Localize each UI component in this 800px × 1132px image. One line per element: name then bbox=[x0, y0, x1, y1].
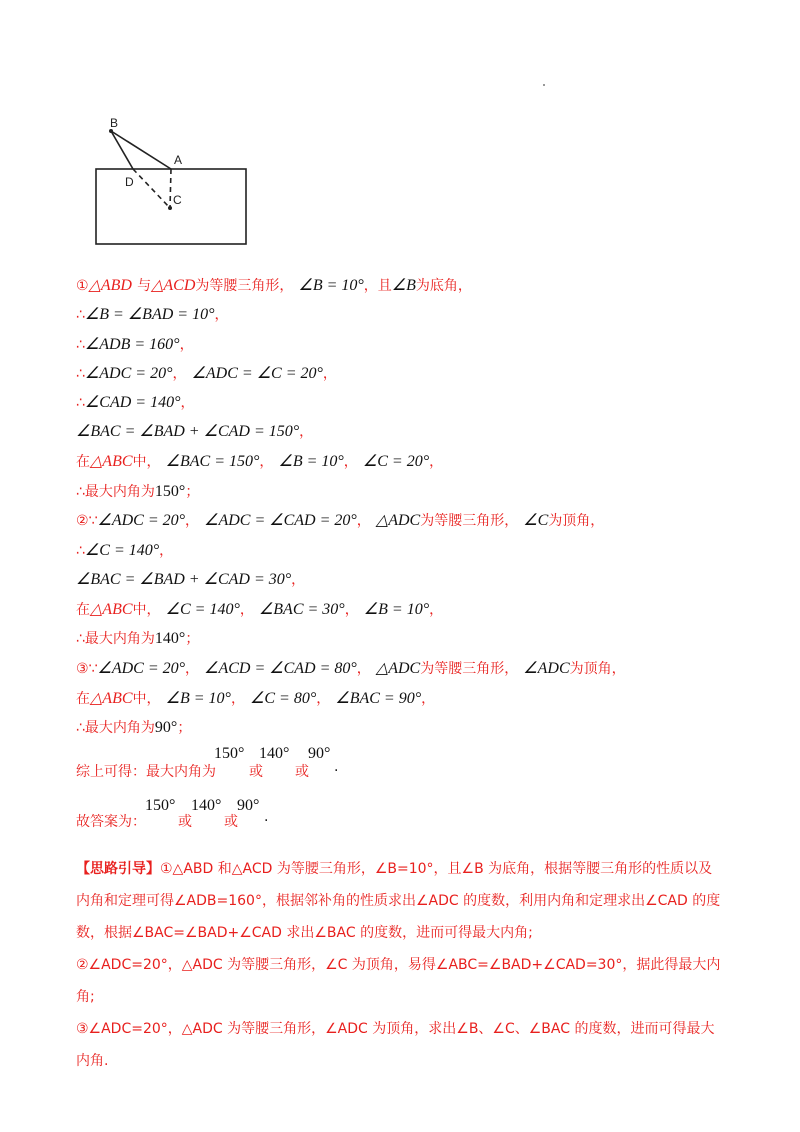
answer-value-90: 90° bbox=[237, 797, 260, 814]
summary-label: 综上可得：最大内角为 bbox=[76, 764, 216, 780]
guide-title: 【思路引导】 bbox=[76, 861, 160, 877]
label-a: A bbox=[174, 153, 183, 167]
solution-line-16: ∴最大内角为90°； bbox=[76, 719, 192, 736]
solution-line-14: ③∵∠ADC = 20°， ∠ACD = ∠CAD = 80°， △ADC为等腰三角形， ∠ADC为顶角， bbox=[76, 660, 626, 677]
answer-period: . bbox=[264, 809, 269, 825]
guide-paragraph-1: 【思路引导】①△ABD 和△ACD 为等腰三角形，∠B=10°，且∠B 为底角，根据等腰三角形的性质以及内角和定理可得∠ADB=160°，根据邻补角的性质求出∠ADC 的度数，利用内角和定理求出∠CAD 的度数，根据∠BAC=∠BAD+∠CAD 求出∠BAC 的度数，进而可得最大内角; bbox=[76, 861, 721, 941]
solution-line-4: ∴∠ADC = 20°， ∠ADC = ∠C = 20°， bbox=[76, 365, 337, 382]
solution-line-7: 在△ABC中， ∠BAC = 150°， ∠B = 10°， ∠C = 20°， bbox=[76, 453, 444, 470]
segment-bd bbox=[111, 131, 133, 169]
label-b: B bbox=[110, 116, 119, 130]
solution-line-8: ∴最大内角为150°； bbox=[76, 483, 200, 500]
page-dot bbox=[543, 84, 545, 86]
solution-line-10: ∴∠C = 140°， bbox=[76, 542, 174, 559]
label-c: C bbox=[173, 193, 182, 207]
answer-label: 故答案为： bbox=[76, 814, 146, 830]
solution-line-5: ∴∠CAD = 140°， bbox=[76, 394, 195, 411]
summary-or-2: 或 bbox=[295, 764, 309, 780]
summary-value-140: 140° bbox=[259, 745, 290, 762]
solution-line-12: 在△ABC中， ∠C = 140°， ∠BAC = 30°， ∠B = 10°， bbox=[76, 601, 444, 618]
solution-line-15: 在△ABC中， ∠B = 10°， ∠C = 80°， ∠BAC = 90°， bbox=[76, 690, 436, 707]
label-d: D bbox=[125, 175, 134, 189]
solution-line-6: ∠BAC = ∠BAD + ∠CAD = 150°， bbox=[76, 423, 314, 440]
solution-line-13: ∴最大内角为140°； bbox=[76, 630, 200, 647]
segment-dc-dashed bbox=[133, 169, 170, 208]
solution-line-11: ∠BAC = ∠BAD + ∠CAD = 30°， bbox=[76, 571, 306, 588]
summary-or-1: 或 bbox=[249, 764, 263, 780]
answer-value-150: 150° bbox=[145, 797, 176, 814]
answer-or-1: 或 bbox=[178, 814, 192, 830]
guide-paragraph-3: ③∠ADC=20°，△ADC 为等腰三角形，∠ADC 为顶角，求出∠B、∠C、∠BAC 的度数，进而可得最大内角. bbox=[76, 1021, 715, 1069]
answer-or-2: 或 bbox=[224, 814, 238, 830]
guide-paragraph-2: ②∠ADC=20°，△ADC 为等腰三角形，∠C 为顶角，易得∠ABC=∠BAD+∠CAD=30°，据此得最大内角; bbox=[76, 957, 721, 1005]
summary-value-90: 90° bbox=[308, 745, 331, 762]
solution-line-1: ①△ABD 与△ACD为等腰三角形， ∠B = 10°，且∠B为底角， bbox=[76, 277, 472, 294]
guide-section bbox=[76, 853, 726, 1077]
summary-period: . bbox=[334, 759, 339, 775]
segment-ba bbox=[111, 131, 171, 169]
solution-line-2: ∴∠B = ∠BAD = 10°， bbox=[76, 306, 229, 323]
point-c bbox=[168, 206, 172, 210]
segment-ac-dashed bbox=[170, 169, 171, 208]
solution-line-9: ②∵∠ADC = 20°， ∠ADC = ∠CAD = 20°， △ADC为等腰三角形， ∠C为顶角， bbox=[76, 512, 605, 529]
solution-line-3: ∴∠ADB = 160°， bbox=[76, 336, 194, 353]
answer-value-140: 140° bbox=[191, 797, 222, 814]
summary-value-150: 150° bbox=[214, 745, 245, 762]
geometry-figure bbox=[90, 112, 260, 252]
